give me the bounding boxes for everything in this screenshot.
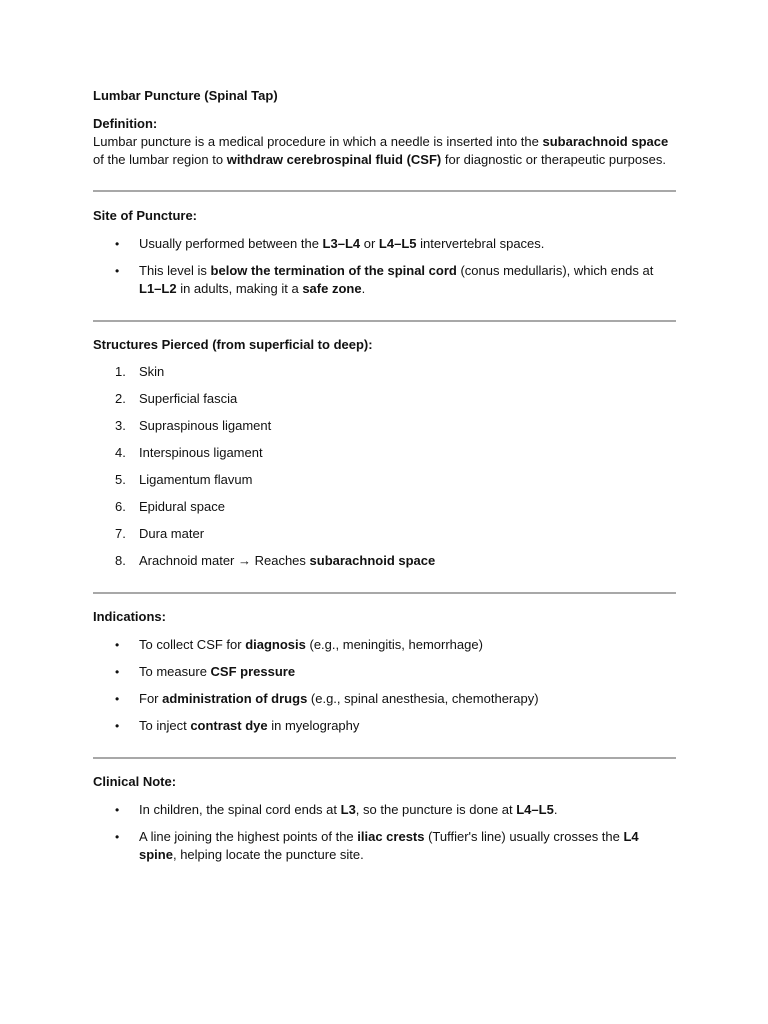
list-item-text xyxy=(139,445,263,460)
text-run: . xyxy=(553,802,558,817)
text-run: . xyxy=(361,281,366,296)
list-item xyxy=(93,262,676,298)
list-item-text xyxy=(139,236,544,251)
document-title: Lumbar Puncture (Spinal Tap) xyxy=(93,88,278,103)
list-item-text xyxy=(139,364,164,379)
list-item-text xyxy=(139,499,225,514)
bullet-icon: • xyxy=(115,264,120,278)
text-run: In children, the spinal cord ends at xyxy=(139,802,341,817)
text-run: A line joining the highest points of the xyxy=(139,829,358,844)
text-run: Interspinous ligament xyxy=(139,445,263,460)
list-item xyxy=(93,801,676,819)
document-page xyxy=(93,87,676,864)
list-item xyxy=(93,363,676,381)
text-run: (e.g., meningitis, hemorrhage) xyxy=(305,637,483,652)
list-number: 3. xyxy=(115,418,126,433)
site-section xyxy=(93,207,676,298)
list-item xyxy=(93,235,676,253)
text-run: To collect CSF for xyxy=(139,637,246,652)
definition-text xyxy=(93,133,676,169)
list-item-text xyxy=(139,691,539,706)
text-run: Dura mater xyxy=(139,526,205,541)
bold-text: CSF pressure xyxy=(210,664,296,679)
list-item xyxy=(93,417,676,435)
section-divider xyxy=(93,757,676,759)
bullet-icon: • xyxy=(115,237,120,251)
list-item xyxy=(93,390,676,408)
list-item xyxy=(93,525,676,543)
text-run: intervertebral spaces. xyxy=(416,236,545,251)
definition-heading: Definition: xyxy=(93,116,158,131)
text-run: Epidural space xyxy=(139,499,225,514)
text-run: Lumbar puncture is a medical procedure in which a needle is inserted into the xyxy=(93,134,543,149)
list-number: 5. xyxy=(115,472,126,487)
list-item-text xyxy=(139,553,435,568)
list-item xyxy=(93,552,676,570)
bullet-icon: • xyxy=(115,830,120,844)
text-run: (e.g., spinal anesthesia, chemotherapy) xyxy=(307,691,539,706)
list-item xyxy=(93,471,676,489)
text-run: , helping locate the puncture site. xyxy=(172,847,364,862)
list-item-text xyxy=(139,829,639,862)
clinical-list xyxy=(93,801,676,864)
clinical-heading: Clinical Note: xyxy=(93,774,177,789)
text-run: Supraspinous ligament xyxy=(139,418,272,433)
bold-text: L4–L5 xyxy=(378,236,417,251)
text-run: To inject xyxy=(139,718,191,733)
clinical-section xyxy=(93,773,676,864)
bold-text: L3 xyxy=(340,802,356,817)
list-number: 6. xyxy=(115,499,126,514)
bold-text: administration of drugs xyxy=(162,691,308,706)
bold-text: below the termination of the spinal cord xyxy=(210,263,457,278)
list-item-text xyxy=(139,472,252,487)
indications-heading: Indications: xyxy=(93,609,166,624)
text-run: Superficial fascia xyxy=(139,391,238,406)
list-number: 8. xyxy=(115,553,126,568)
list-item xyxy=(93,663,676,681)
indications-section xyxy=(93,608,676,735)
indications-list xyxy=(93,636,676,735)
structures-list xyxy=(93,363,676,570)
list-item-text xyxy=(139,802,557,817)
bullet-icon: • xyxy=(115,692,120,706)
text-run: Skin xyxy=(139,364,165,379)
list-item xyxy=(93,498,676,516)
bullet-icon: • xyxy=(115,638,120,652)
text-run: in myelography xyxy=(267,718,360,733)
bullet-icon: • xyxy=(115,719,120,733)
definition-section xyxy=(93,115,676,169)
list-item xyxy=(93,444,676,462)
list-item xyxy=(93,636,676,654)
list-item-text xyxy=(139,526,204,541)
list-item-text xyxy=(139,664,295,679)
section-divider xyxy=(93,190,676,192)
text-run: in adults, making it a xyxy=(176,281,303,296)
text-run: or xyxy=(360,236,379,251)
list-item-text xyxy=(139,718,359,733)
text-run: (conus medullaris), which ends at xyxy=(456,263,654,278)
list-number: 7. xyxy=(115,526,126,541)
list-number: 1. xyxy=(115,364,126,379)
text-run: , so the puncture is done at xyxy=(355,802,517,817)
bullet-icon: • xyxy=(115,665,120,679)
list-number: 4. xyxy=(115,445,126,460)
bold-text: L3–L4 xyxy=(322,236,361,251)
site-list xyxy=(93,235,676,298)
list-item xyxy=(93,717,676,735)
list-number: 2. xyxy=(115,391,126,406)
text-run: To measure xyxy=(139,664,211,679)
bold-text: contrast dye xyxy=(190,718,268,733)
bold-text: L1–L2 xyxy=(139,281,177,296)
list-item xyxy=(93,690,676,708)
text-run: (Tuffier's line) usually crosses the xyxy=(424,829,624,844)
bold-text: L4–L5 xyxy=(516,802,554,817)
list-item-text xyxy=(139,391,237,406)
site-heading: Site of Puncture: xyxy=(93,208,198,223)
list-item-text xyxy=(139,263,653,296)
list-item xyxy=(93,828,676,864)
text-run: of the lumbar region to xyxy=(93,152,227,167)
section-divider xyxy=(93,320,676,322)
bold-text: subarachnoid space xyxy=(542,134,669,149)
structures-section xyxy=(93,336,676,570)
bullet-icon: • xyxy=(115,803,120,817)
bold-text: safe zone xyxy=(302,281,362,296)
text-run: for diagnostic or therapeutic purposes. xyxy=(441,152,666,167)
bold-text: L4 spine xyxy=(139,829,639,862)
text-run: Arachnoid mater → Reaches xyxy=(139,553,310,568)
text-run: This level is xyxy=(139,263,211,278)
text-run: Ligamentum flavum xyxy=(139,472,253,487)
list-item-text xyxy=(139,418,271,433)
bold-text: subarachnoid space xyxy=(309,553,436,568)
bold-text: diagnosis xyxy=(245,637,306,652)
list-item-text xyxy=(139,637,483,652)
bold-text: iliac crests xyxy=(357,829,425,844)
bold-text: withdraw cerebrospinal fluid (CSF) xyxy=(226,152,442,167)
text-run: Usually performed between the xyxy=(139,236,323,251)
section-divider xyxy=(93,592,676,594)
structures-heading: Structures Pierced (from superficial to deep): xyxy=(93,337,373,352)
text-run: For xyxy=(139,691,163,706)
